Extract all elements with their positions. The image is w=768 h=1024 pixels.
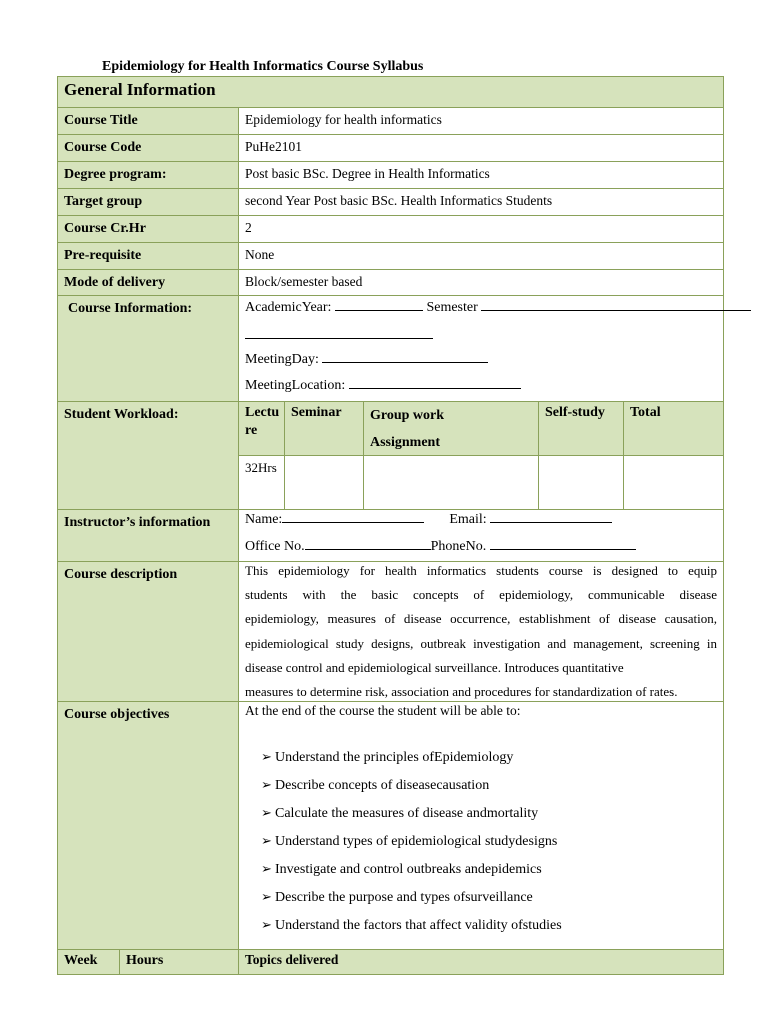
meeting-location-label: MeetingLocation:	[245, 378, 346, 393]
prerequisite-value-cell	[238, 242, 724, 270]
workload-self-study-header	[538, 401, 624, 456]
degree-program-value: Post basic BSc. Degree in Health Informatics	[245, 166, 490, 181]
week-header: Week	[64, 953, 98, 968]
workload-assignment-label: Assignment	[370, 435, 441, 450]
course-title-label: Course Title	[64, 113, 138, 128]
description-line: measures to determine risk, association and procedures for standardization of rates.	[245, 684, 678, 700]
week-header-cell	[57, 949, 120, 975]
target-group-value-cell	[238, 188, 724, 216]
academic-year-field[interactable]	[335, 298, 423, 311]
arrow-bullet-icon: ➢	[261, 889, 272, 904]
workload-group-header	[363, 401, 539, 456]
degree-program-value-cell	[238, 161, 724, 189]
degree-program-label: Degree program:	[64, 167, 167, 182]
course-description-value-cell	[238, 561, 724, 702]
student-workload-label: Student Workload:	[64, 407, 179, 422]
target-group-label-cell	[57, 188, 239, 216]
instructor-phone-label: PhoneNo.	[430, 539, 487, 554]
mode-of-delivery-label-cell	[57, 269, 239, 296]
workload-total-value-cell	[623, 455, 724, 510]
workload-group-value-cell	[363, 455, 539, 510]
target-group-value: second Year Post basic BSc. Health Informatics Students	[245, 193, 553, 208]
instructor-office-phone-line	[245, 537, 636, 556]
course-code-label-cell	[57, 134, 239, 162]
objective-text: Understand the factors that affect validity ofstudies	[275, 918, 562, 933]
course-description-text	[239, 559, 723, 704]
hours-header-cell	[119, 949, 239, 975]
meeting-day-label: MeetingDay:	[245, 352, 319, 367]
objective-item	[261, 883, 562, 911]
target-group-label: Target group	[64, 194, 143, 209]
topics-header: Topics delivered	[245, 952, 339, 967]
arrow-bullet-icon: ➢	[261, 917, 272, 932]
description-line: disease control and epidemiological surveillance. Introduces quantitative	[245, 659, 624, 675]
workload-seminar-label: Seminar	[291, 405, 342, 420]
objective-text: Describe the purpose and types ofsurveillance	[275, 890, 533, 905]
instructor-value-cell	[238, 509, 724, 562]
semester-field-continuation	[245, 338, 433, 339]
workload-self-study-label: Self-study	[545, 405, 605, 420]
course-description-label: Course description	[64, 567, 178, 582]
course-crhr-label-cell	[57, 215, 239, 243]
objective-item	[261, 743, 562, 771]
workload-group-work-label: Group work	[370, 408, 445, 423]
prerequisite-value: None	[245, 247, 275, 262]
objective-text: Understand types of epidemiological studydesigns	[275, 834, 558, 849]
instructor-label-cell	[57, 509, 239, 562]
meeting-location-field[interactable]	[349, 376, 521, 389]
objective-item	[261, 855, 562, 883]
course-information-value-cell	[238, 295, 724, 402]
course-crhr-value: 2	[245, 220, 252, 235]
workload-lecture-label-a: Lectu	[245, 405, 280, 420]
instructor-phone-field[interactable]	[490, 537, 636, 550]
course-title-value-cell	[238, 107, 724, 135]
workload-seminar-value-cell	[284, 455, 364, 510]
course-crhr-label: Course Cr.Hr	[64, 221, 146, 236]
semester-label: Semester	[426, 300, 478, 315]
course-information-label: Course Information:	[68, 301, 193, 316]
objective-text: Describe concepts of diseasecausation	[275, 778, 490, 793]
mode-of-delivery-label: Mode of delivery	[64, 275, 166, 290]
description-line: epidemiological study designs, outbreak investigation and management, screening in	[245, 635, 717, 651]
course-objectives-label: Course objectives	[64, 707, 170, 722]
course-title-value: Epidemiology for health informatics	[245, 112, 442, 127]
arrow-bullet-icon: ➢	[261, 833, 272, 848]
arrow-bullet-icon: ➢	[261, 805, 272, 820]
workload-seminar-header	[284, 401, 364, 456]
meeting-location-line	[245, 376, 521, 395]
semester-field[interactable]	[481, 298, 751, 311]
document-title: Epidemiology for Health Informatics Course Syllabus	[102, 59, 424, 74]
objective-item	[261, 771, 562, 799]
instructor-office-field[interactable]	[305, 537, 431, 550]
workload-lecture-label-b: re	[245, 423, 258, 438]
meeting-day-field[interactable]	[322, 350, 488, 363]
instructor-name-field[interactable]	[282, 510, 424, 523]
workload-lecture-value-cell	[238, 455, 285, 510]
course-code-label: Course Code	[64, 140, 142, 155]
degree-program-label-cell	[57, 161, 239, 189]
course-information-label-cell	[57, 295, 239, 402]
course-objectives-value-cell	[238, 701, 724, 950]
objective-text: Investigate and control outbreaks andepidemics	[275, 862, 542, 877]
instructor-email-field[interactable]	[490, 510, 612, 523]
academic-year-label: AcademicYear:	[245, 300, 332, 315]
arrow-bullet-icon: ➢	[261, 861, 272, 876]
objective-item	[261, 911, 562, 939]
student-workload-label-cell	[57, 401, 239, 510]
course-code-value: PuHe2101	[245, 139, 302, 154]
workload-total-header	[623, 401, 724, 456]
objective-text: Understand the principles ofEpidemiology	[275, 750, 514, 765]
course-title-label-cell	[57, 107, 239, 135]
mode-of-delivery-value-cell	[238, 269, 724, 296]
instructor-name-label: Name:	[245, 512, 283, 527]
description-line: students with the basic concepts of epidemiology, communicable disease	[245, 587, 717, 603]
objectives-list	[261, 743, 562, 939]
instructor-office-label: Office No.	[245, 539, 305, 554]
hours-header: Hours	[126, 953, 164, 968]
objective-item	[261, 799, 562, 827]
instructor-label: Instructor’s information	[64, 515, 211, 530]
arrow-bullet-icon: ➢	[261, 777, 272, 792]
course-description-label-cell	[57, 561, 239, 702]
course-objectives-label-cell	[57, 701, 239, 950]
instructor-name-email-line	[245, 510, 612, 529]
description-line: epidemiology, measures of disease occurrence, establishment of disease causation,	[245, 611, 717, 627]
objective-text: Calculate the measures of disease andmortality	[275, 806, 539, 821]
workload-total-label: Total	[630, 405, 661, 420]
description-line: This epidemiology for health informatics students course is designed to equip	[245, 563, 717, 578]
mode-of-delivery-value: Block/semester based	[245, 274, 363, 289]
course-crhr-value-cell	[238, 215, 724, 243]
workload-lecture-header	[238, 401, 285, 456]
instructor-email-label: Email:	[449, 512, 487, 527]
prerequisite-label: Pre-requisite	[64, 248, 142, 263]
course-code-value-cell	[238, 134, 724, 162]
meeting-day-line	[245, 350, 488, 369]
workload-self-study-value-cell	[538, 455, 624, 510]
objective-item	[261, 827, 562, 855]
topics-header-cell	[238, 949, 724, 975]
arrow-bullet-icon: ➢	[261, 749, 272, 764]
objectives-intro: At the end of the course the student will be able to:	[245, 703, 521, 718]
prerequisite-label-cell	[57, 242, 239, 270]
workload-lecture-value: 32Hrs	[245, 460, 277, 475]
academic-semester-line	[245, 298, 751, 317]
general-information-header	[57, 76, 724, 108]
general-information-title: General Information	[64, 80, 216, 99]
